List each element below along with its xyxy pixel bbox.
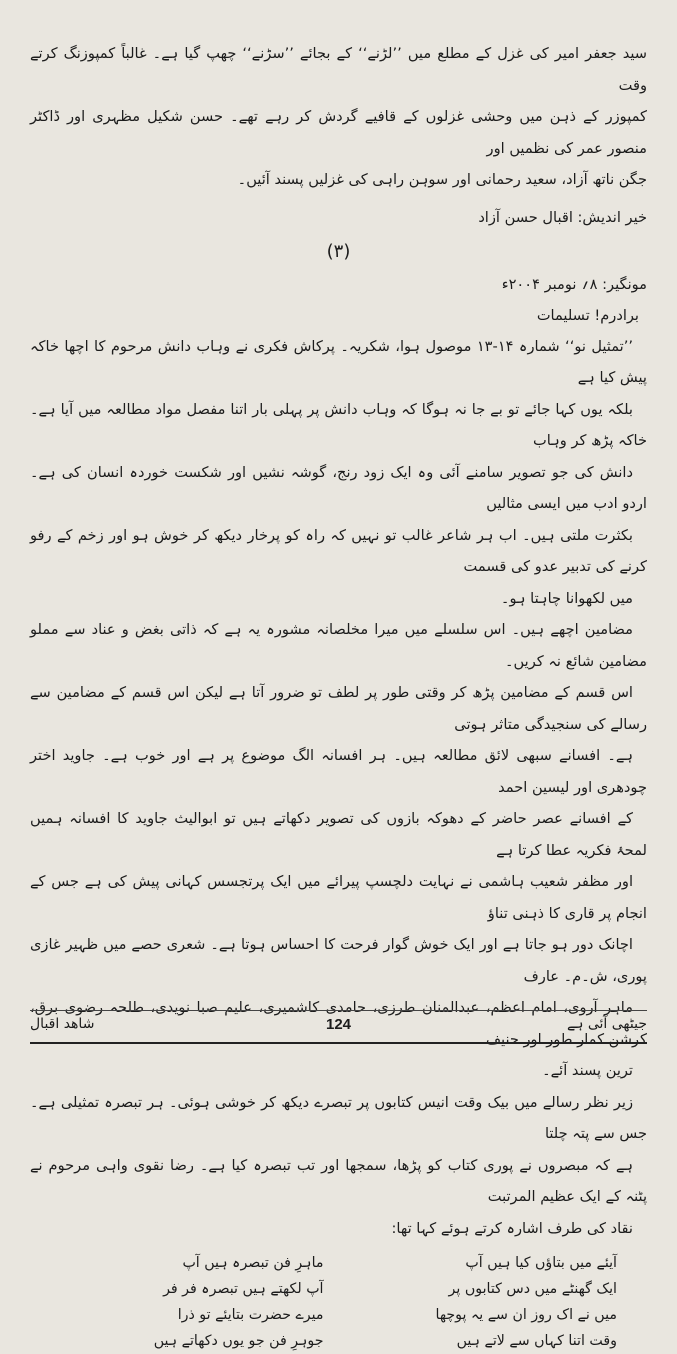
poem-verse-left: آپ لکھتے ہیں تبصرہ فر فر <box>163 1281 324 1297</box>
text-line: ہے۔ افسانے سبھی لائق مطالعہ ہیں۔ ہر افسانہ الگ موضوع پر ہے اور خوب ہے۔ جاوید اختر چودھری اور لیسین احمد <box>30 747 647 796</box>
date-line: مونگیر: ۸؍ نومبر ۲۰۰۴ء <box>501 275 647 293</box>
text-line: ماہر آروی، امام اعظم، عبدالمنان طرزی، حامدی کاشمیری، علیم صبا نویدی، طلحہ رضوی برق، کرشن کمار طور اور حنیف <box>30 999 647 1048</box>
poem-verse-left: میرے حضرت بتایئے تو ذرا <box>177 1307 324 1323</box>
poem-verse-right: میں نے اک روز ان سے یہ پوچھا <box>435 1307 617 1323</box>
poem-verse-left: جوہرِ فن جو یوں دکھاتے ہیں <box>153 1333 324 1349</box>
poem <box>60 1250 617 1354</box>
poem-verse-right: وقت اتنا کہاں سے لاتے ہیں <box>456 1333 617 1349</box>
salutation: برادرم! تسلیمات <box>536 306 639 324</box>
text-line: اس قسم کے مضامین پڑھ کر وقتی طور پر لطف تو ضرور آتا ہے لیکن اس قسم کے مضامین سے رسالے کی سنجیدگی متاثر ہوتی <box>30 684 647 733</box>
text-line: میں لکھوانا چاہتا ہو۔ <box>500 589 633 607</box>
text-line: ترین پسند آئے۔ <box>542 1062 633 1079</box>
text-line: مضامین اچھے ہیں۔ اس سلسلے میں میرا مخلصانہ مشورہ یہ ہے کہ ذاتی بغض و عناد سے مملو مضامین شائع نہ کریں۔ <box>30 621 647 670</box>
text-line: زیر نظر رسالے میں بیک وقت انیس کتابوں پر تبصرے دیکھ کر خوشی ہوئی۔ ہر تبصرہ تمثیلی ہے۔ جس سے پتہ چلتا <box>30 1093 647 1142</box>
poem-verse-right: ایک گھنٹے میں دس کتابوں پر <box>448 1281 617 1297</box>
page-footer <box>30 1014 647 1044</box>
text-line: کے افسانے عصر حاضر کے دھوکہ بازوں کی تصویر دکھاتے ہیں تو ابوالیث جاوید کا افسانہ ہمیں لمحۂ فکریہ عطا کرتا ہے <box>30 810 647 859</box>
text-line: سید جعفر امیر کی غزل کے مطلع میں ’’لڑنے‘‘ کے بجائے ’’سڑنے‘‘ چھپ گیا ہے۔ غالباً کمپوزنگ کرتے وقت <box>30 45 647 94</box>
text-line: ’’تمثیل نو‘‘ شمارہ ۱۴-۱۳ موصول ہوا، شکریہ۔ پرکاش فکری نے وہاب دانش مرحوم کا اچھا خاکہ پیش کیا ہے <box>30 337 647 386</box>
paragraph-1 <box>30 331 647 615</box>
signature: خیر اندیش: اقبال حسن آزاد <box>478 208 647 226</box>
footer-author: شاهد اقبال <box>30 1016 95 1032</box>
text-line: ہے کہ مبصروں نے پوری کتاب کو پڑھا، سمجھا اور تب تبصرہ کیا ہے۔ رضا نقوی واہی مرحوم نے پٹنہ کے ایک عظیم المرتبت <box>30 1156 647 1205</box>
page-number: 124 <box>325 1016 352 1033</box>
text-line: بکثرت ملتی ہیں۔ اب ہر شاعر غالب تو نہیں کہ راہ کو پرخار دیکھ کر خوش ہو اور زخم کے رفو کرنے کی تدبیر عدو کی قسمت <box>30 526 647 575</box>
text-line: کمپوزر کے ذہن میں وحشی غزلوں کے قافیے گردش کر رہے تھے۔ حسن شکیل مظہری اور ڈاکٹر منصور عمر کی نظمیں اور <box>30 108 647 157</box>
text-line: جگن ناتھ آزاد، سعید رحمانی اور سوہن راہی کی غزلیں پسند آئیں۔ <box>237 171 647 188</box>
poem-verse-left: ماہرِ فن تبصرہ ہیں آپ <box>182 1255 324 1271</box>
intro-paragraph <box>30 38 647 196</box>
footer-rule <box>30 1010 647 1011</box>
text-line: اور مظفر شعیب ہاشمی نے نہایت دلچسپ پیرائے میں ایک پرتجسس کہانی پیش کی ہے جس کے انجام پر قاری کا ذہنی تناؤ <box>30 873 647 922</box>
text-line: دانش کی جو تصویر سامنے آئی وہ ایک زود رنج، گوشہ نشیں اور شکست خوردہ انسان کی ہے۔ اردو ادب میں ایسی مثالیں <box>30 463 647 512</box>
text-line: نقاد کی طرف اشارہ کرتے ہوئے کہا تھا: <box>391 1219 633 1237</box>
text-line: بلکہ یوں کہا جائے تو بے جا نہ ہوگا کہ وہاب دانش پر پہلی بار اتنا مفصل مواد مطالعہ میں آیا ہے۔ خاکہ پڑھ کر وہاب <box>30 400 647 449</box>
poem-verse-right: آیئے میں بتاؤں کیا ہیں آپ <box>465 1255 617 1271</box>
letter-number: (۳) <box>326 240 351 262</box>
footer-book-title: جیٹھی آئی ہے <box>567 1016 647 1032</box>
text-line: اچانک دور ہو جاتا ہے اور ایک خوش گوار فرحت کا احساس ہوتا ہے۔ شعری حصے میں ظہیر غازی پوری، ش۔م۔ عارف <box>30 936 647 985</box>
paragraph-3 <box>30 1087 647 1245</box>
